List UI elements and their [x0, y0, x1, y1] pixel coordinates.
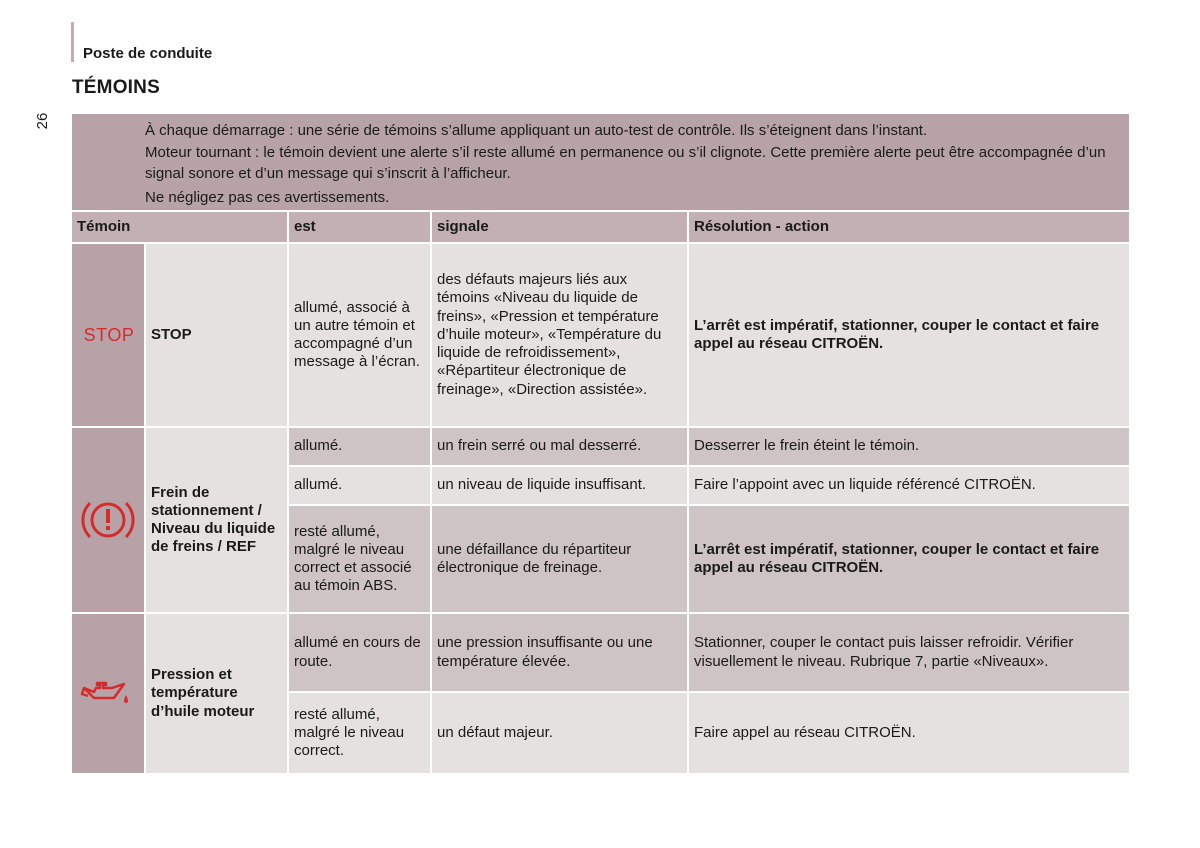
huile-signale-2: un défaut majeur. — [432, 693, 687, 773]
header-resolution: Résolution - action — [689, 212, 1129, 242]
frein-signale-1: un frein serré ou mal desserré. — [432, 428, 687, 465]
huile-signale-1: une pression insuffisante ou une température élevée. — [432, 614, 687, 691]
header-signale: signale — [432, 212, 687, 242]
svg-text:STOP: STOP — [83, 325, 135, 345]
frein-est-3: resté allumé, malgré le niveau correct et associé au témoin ABS. — [289, 506, 430, 612]
intro-box — [72, 114, 1129, 210]
table-header-row — [72, 212, 1129, 242]
oil-icon-cell — [72, 614, 144, 773]
section-title: Poste de conduite — [83, 45, 213, 62]
table-row-stop — [72, 244, 1129, 426]
stop-icon-cell — [72, 244, 144, 426]
frein-resolution-3: L’arrêt est impératif, stationner, couper le contact et faire appel au réseau CITROËN. — [689, 506, 1129, 612]
huile-resolution-2: Faire appel au réseau CITROËN. — [689, 693, 1129, 773]
frein-signale-2: un niveau de liquide insuffisant. — [432, 467, 687, 504]
huile-est-2: resté allumé, malgré le niveau correct. — [289, 693, 430, 773]
header-est: est — [289, 212, 430, 242]
intro-line-2: Moteur tournant : le témoin devient une alerte s’il reste allumé en permanence ou s’il clignote. Cette première alerte peut être accompagnée d’un signal sonore et d’un message qui s’inscrit à l’afficheur. — [145, 143, 1106, 182]
frein-resolution-1: Desserrer le frein éteint le témoin. — [689, 428, 1129, 465]
stop-resolution: L’arrêt est impératif, stationner, couper le contact et faire appel au réseau CITROËN. — [689, 244, 1129, 426]
frein-signale-3: une défaillance du répartiteur électronique de freinage. — [432, 506, 687, 612]
page-number: 26 — [34, 112, 51, 130]
stop-icon — [77, 324, 141, 346]
huile-name: Pression et température d’huile moteur — [146, 614, 287, 773]
section-marker-bar — [71, 22, 74, 62]
oil-pressure-icon — [78, 678, 138, 710]
table-row-huile-1 — [72, 614, 1129, 691]
page-title: TÉMOINS — [72, 77, 160, 98]
brake-warning-icon — [78, 495, 138, 545]
huile-resolution-1: Stationner, couper le contact puis laisser refroidir. Vérifier visuellement le niveau. Rubrique 7, partie «Niveaux». — [689, 614, 1129, 691]
brake-icon-cell — [72, 428, 144, 612]
frein-est-2: allumé. — [289, 467, 430, 504]
frein-est-1: allumé. — [289, 428, 430, 465]
intro-line-1: À chaque démarrage : une série de témoins s’allume appliquant un auto-test de contrôle. Ils s’éteignent dans l’instant. — [145, 122, 928, 139]
frein-resolution-2: Faire l’appoint avec un liquide référencé CITROËN. — [689, 467, 1129, 504]
intro-line-3: Ne négligez pas ces avertissements. — [145, 188, 390, 206]
stop-name: STOP — [146, 244, 287, 426]
frein-name: Frein de stationnement / Niveau du liquide de freins / REF — [146, 428, 287, 612]
huile-est-1: allumé en cours de route. — [289, 614, 430, 691]
stop-est: allumé, associé à un autre témoin et accompagné d’un message à l’écran. — [289, 244, 430, 426]
warning-lights-table — [70, 210, 1131, 775]
header-temoin: Témoin — [72, 212, 287, 242]
table-row-frein-1 — [72, 428, 1129, 465]
stop-signale: des défauts majeurs liés aux témoins «Niveau du liquide de freins», «Pression et température d’huile moteur», «Température du liquide de refroidissement», «Répartiteur électronique de freinage», «Direction assistée». — [432, 244, 687, 426]
